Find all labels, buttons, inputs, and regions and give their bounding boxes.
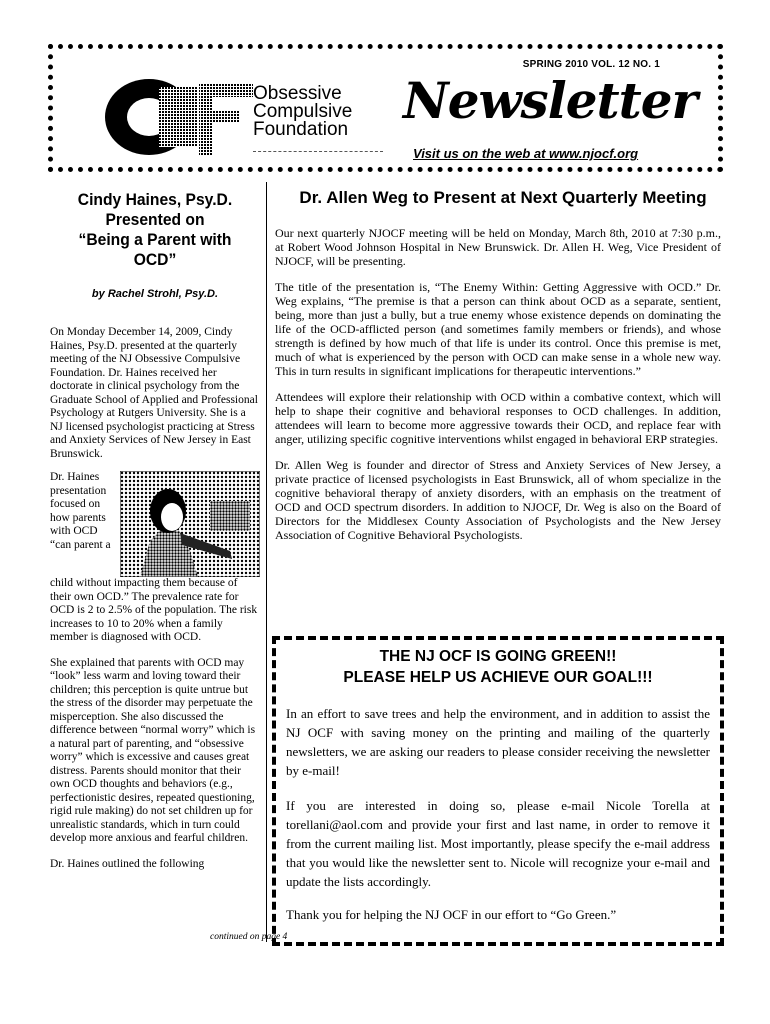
left-title-line: Cindy Haines, Psy.D. — [77, 190, 233, 209]
go-green-heading-line: THE NJ OCF IS GOING GREEN!! — [379, 648, 617, 665]
right-paragraph: Attendees will explore their relationship with OCD within a combative context, which will help to shape their cognitive and behavioral responses to OCD challenges. In addition, attendees will learn to become more aggressive towards their OCD, and replace fear with anger, utilizing specific cognitive interventions whilst engaged in behavioral ERP strategies. — [275, 390, 721, 446]
logo-divider — [253, 151, 383, 152]
right-paragraph: The title of the presentation is, “The Enemy Within: Getting Aggressive with OCD.” Dr. Weg explains, “The premise is that a person can think about OCD as a separate, sentient, being, more than just a bully, but a true enemy whose existence depends on dominating the life of the OCD-afflicted person (and sometimes family members or friends), and whose strength is defined by how much of that life is under its control. Once this premise is met, much of what is experienced by the person with OCD can make sense in a whole new way. This in turn results in significant implications for therapeutic interventions.” — [275, 280, 721, 378]
masthead — [48, 44, 723, 172]
go-green-paragraph: In an effort to save trees and help the environment, and in addition to assist the NJ OCF with saving money on the printing and mailing of the quarterly newsletters, we are asking our readers to please consider receiving the newsletter by e-mail! — [286, 706, 710, 778]
right-paragraph: Our next quarterly NJOCF meeting will be held on Monday, March 8th, 2010 at 7:30 p.m., at Robert Wood Johnson Hospital in New Brunswick. Dr. Allen H. Weg, Vice President of NJOCF, will be presenting. — [275, 226, 721, 268]
right-paragraph: Dr. Allen Weg is founder and director of Stress and Anxiety Services of New Jersey, a private practice of licensed psychologists in East Brunswick, all of whom specialize in the cognitive behavioral therapy of anxiety disorders, with an emphasis on the treatment of OCD and OCD spectrum disorders. In addition to NJOCF, Dr. Weg is also on the Board of Directors for the Middlesex County Association of Psychologists and the New Jersey Association of Cognitive Behavioral Psychologists. — [275, 458, 721, 542]
continued-note: continued on page 4 — [210, 932, 288, 942]
website-link[interactable]: Visit us on the web at www.njocf.org — [413, 146, 639, 161]
photo-block — [50, 471, 260, 577]
left-paragraph: Dr. Haines outlined the following — [50, 857, 205, 870]
byline: by Rachel Strohl, Psy.D. — [91, 288, 219, 300]
column-divider — [266, 182, 267, 942]
right-article-title: Dr. Allen Weg to Present at Next Quarterly Meeting — [299, 188, 707, 207]
left-paragraph-side: Dr. Haines presentation focused on how parents with OCD “can parent a — [50, 471, 111, 551]
logo-line-3: Foundation — [253, 119, 349, 140]
issue-info: SPRING 2010 VOL. 12 NO. 1 — [522, 59, 660, 70]
left-title-line: Presented on — [105, 210, 205, 229]
go-green-paragraph: Thank you for helping the NJ OCF in our effort to “Go Green.” — [286, 907, 617, 922]
newsletter-title: Newsletter — [403, 71, 697, 130]
go-green-box — [272, 636, 724, 946]
left-title-line: OCD” — [133, 250, 177, 269]
go-green-heading-line: PLEASE HELP US ACHIEVE OUR GOAL!!! — [343, 669, 653, 686]
go-green-heading — [276, 646, 720, 688]
speaker-photo — [120, 471, 260, 577]
ocf-logo — [99, 75, 257, 159]
left-paragraph: On Monday December 14, 2009, Cindy Haines, Psy.D. presented at the quarterly meeting of the NJ Obsessive Compulsive Foundation. Dr. Haines received her doctorate in clinical psychology from the Graduate School of Applied and Professional Psychology at Rutgers University. She is a NJ licensed psychologist practicing at Stress and Anxiety Services of New Jersey in East Brunswick. — [50, 326, 258, 460]
left-title-line: “Being a Parent with — [78, 230, 232, 249]
left-article — [50, 190, 288, 942]
logo-wordmark — [253, 85, 352, 139]
right-article — [275, 188, 721, 542]
go-green-paragraph: If you are interested in doing so, please e-mail Nicole Torella at torellani@aol.com and provide your first and last name, in order to remove it from the current mailing list. Most importantly, please specify the e-mail address that you would like the newsletter sent to. Nicole will recognize your e-mail and update the lists accordingly. — [286, 798, 710, 889]
logo-line-1: Obsessive — [253, 83, 342, 104]
left-paragraph: She explained that parents with OCD may “look” less warm and loving toward their children; this perception is quite untrue but the stress of the disorder may perpetuate the misperception. She also discussed the difference between “normal worry” which is a natural part of parenting, and “obsessive worry” which is excessive and causes great distress. Parents should monitor that their own OCD thoughts and behaviors (e.g., perfectionistic desires, repeated questioning, rigid rule making) do not set children up for unrealistic standards, which in turn could develop more anxious and fearful children. — [50, 656, 256, 844]
logo-line-2: Compulsive — [253, 101, 353, 122]
left-article-title — [58, 190, 251, 270]
left-paragraph: child without impacting them because of their own OCD.” The prevalence rate for OCD is 2 to 2.5% of the population. The risk increases to 10 to 20% when a family member is diagnosed with OCD. — [50, 577, 258, 643]
